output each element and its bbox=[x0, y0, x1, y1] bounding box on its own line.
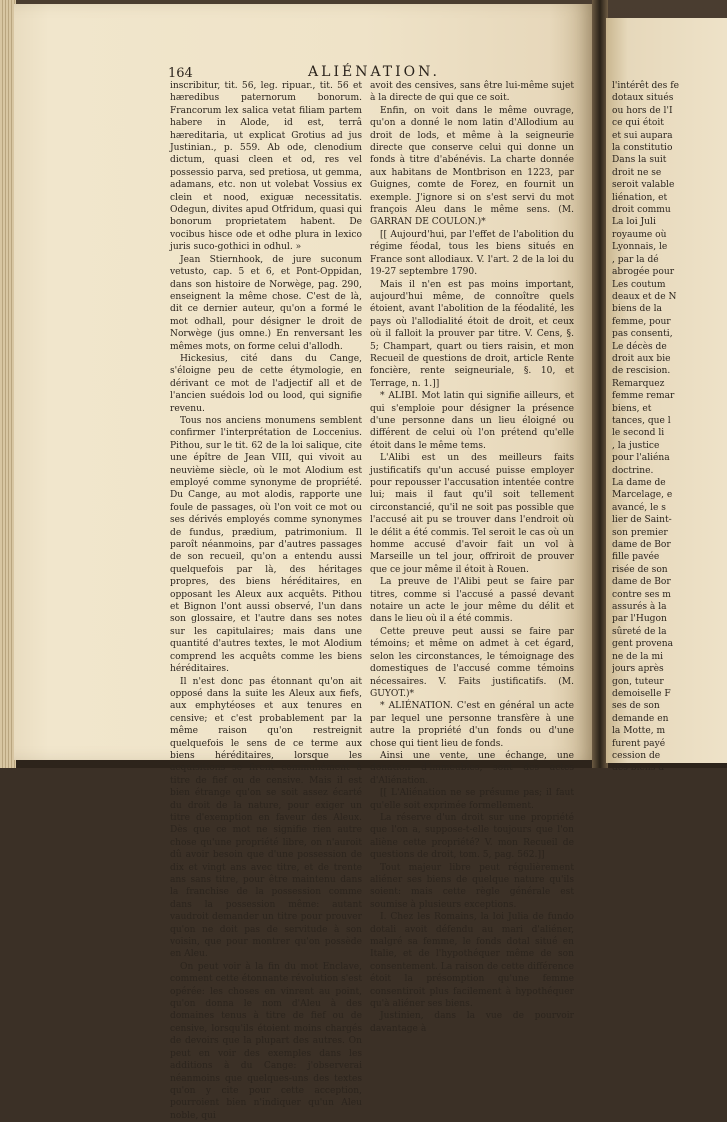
facing-page-line: et sui aupara bbox=[612, 130, 673, 141]
facing-page-line: ou hors de l'I bbox=[612, 105, 673, 116]
paragraph: Ainsi une vente, une échange, une donation d'immeubles, sont des actes d'Aliénation. bbox=[370, 750, 574, 786]
facing-page-line: Les coutum bbox=[612, 279, 666, 290]
facing-page-line: seroit valable bbox=[612, 180, 675, 191]
paragraph: Jean Stiernhook, de jure suconum vetusto, cap. 5 et 6, et Pont-Oppidan, dans son histoire de Norwège, pag. 290, enseignent la même chose. C'est de là, dit ce dernier auteur, qu'on a formé le mot odhall, pour désigner le droit de Norwège (jus omne.) En renversant les mêmes mots, on forme celui d'allodh. bbox=[170, 254, 362, 352]
facing-page-line: par l'Hugon bbox=[612, 614, 667, 625]
facing-page-line: , par la dé bbox=[612, 254, 659, 265]
facing-page-line: la Motte, m bbox=[612, 726, 666, 737]
facing-page-line: droit commu bbox=[612, 205, 671, 216]
page-number: 164 bbox=[168, 66, 193, 81]
facing-page-line: pour l'aliéna bbox=[612, 453, 670, 464]
facing-page-line: son premier bbox=[612, 527, 668, 538]
paragraph: Hickesius, cité dans du Cange, s'éloigne peu de cette étymologie, en dérivant ce mot de l'adjectif all et de l'ancien suédois lod ou lood, qui signifie revenu. bbox=[170, 353, 362, 414]
facing-page-line: La loi Juli bbox=[612, 217, 656, 228]
paragraph: * ALIBI. Mot latin qui signifie ailleurs, et qui s'emploie pour désigner la présence d'une personne dans un lieu éloigné ou différent de celui où l'on prétend qu'elle étoit dans le même tems. bbox=[370, 391, 574, 451]
facing-page-line: contre ses m bbox=[612, 589, 671, 600]
facing-page-line: risée de son bbox=[612, 564, 668, 575]
facing-page-line: royaume où bbox=[612, 229, 667, 240]
facing-page-line: lier de Saint- bbox=[612, 515, 672, 526]
facing-page-line: Le décès de bbox=[612, 341, 667, 352]
paragraph: [[ L'Aliénation ne se présume pas; il faut qu'elle soit exprimée formellement. bbox=[370, 788, 574, 811]
paragraph: Justinien, dans la vue de pourvoir davantage à bbox=[370, 1011, 574, 1034]
facing-page-line: des biens d bbox=[612, 763, 665, 774]
paragraph: La réserve d'un droit sur une propriété que l'on a, suppose-t-elle toujours que l'on aliène cette propriété? V. mon Recueil de questions de droit, tom. 5, pag. 562.]] bbox=[370, 812, 574, 861]
facing-page-line: Marcelage, e bbox=[612, 490, 673, 501]
facing-page-line: femme remar bbox=[612, 391, 675, 402]
facing-page-line: sûreté de la bbox=[612, 626, 667, 637]
paragraph: Mais il n'en est pas moins important, aujourd'hui même, de connoître quels étoient, avant l'abolition de la féodalité, les pays où l'allodialité étoit de droit, et ceux où il falloit la prouver par titre. V. Cens, §. 5; Champart, quart ou tiers raisin, et mon Recueil de questions de droit, article Rente foncière, rente seigneuriale, §. 10, et Terrage, n. 1.]] bbox=[370, 279, 574, 389]
facing-page-text bbox=[612, 80, 724, 775]
facing-page-line: droit ne se bbox=[612, 167, 662, 178]
paragraph: [[ Aujourd'hui, par l'effet de l'abolition du régime féodal, tous les biens situés en France sont allodiaux. V. l'art. 2 de la loi du 19-27 septembre 1790. bbox=[370, 229, 574, 278]
paragraph: Tout majeur libre peut régulièrement aliéner ses biens de quelque nature qu'ils soient: mais cette règle générale est soumise à plusieurs exceptions. bbox=[370, 862, 574, 910]
facing-page-line: La dame de bbox=[612, 478, 666, 488]
paragraph: Cette preuve peut aussi se faire par témoins; et même on admet à cet égard, selon les circonstances, le témoignage des domestiques de l'accusé comme témoins nécessaires. V. Faits justificatifs. (M. GUYOT.)* bbox=[370, 626, 574, 699]
facing-page-line: ses de son bbox=[612, 701, 660, 712]
facing-page-line: gon, tuteur bbox=[612, 676, 664, 687]
paragraph: Tous nos anciens monumens semblent confirmer l'interprétation de Loccenius. Pithou, sur le tit. 62 de la loi salique, cite une épître de Jean VIII, qui vivoit au neuvième siècle, où le mot Alodium est employé comme synonyme de propriété. Du Cange, au mot alodis, rapporte une foule de passages, où l'on voit ce mot ou ses dérivés employés comme synonymes de fundus, prædium, patrimonium. Il paroît néanmoins, par d'autres passages de son recueil, qu'on a entendu aussi quelquefois par là, des héritages propres, des biens héréditaires, en opposant les Aleux aux acquêts. Pithou et Bignon l'ont aussi observé, l'un dans son glossaire, et l'autre dans ses notes sur les capitulaires; mais dans une quantité d'autres textes, le mot Alodium comprend les acquêts comme les biens héréditaires. bbox=[170, 415, 362, 675]
facing-page-line: deaux et de N bbox=[612, 291, 677, 302]
paragraph: La preuve de l'Alibi peut se faire par titres, comme si l'accusé a passé devant notaire un acte le jour même du délit et dans le lieu où il a été commis. bbox=[370, 577, 574, 625]
facing-page-line: assurés à la bbox=[612, 602, 667, 613]
facing-page-line: l'intérêt des fe bbox=[612, 81, 679, 91]
facing-page-line: demoiselle F bbox=[612, 688, 671, 699]
right-text-column bbox=[370, 80, 574, 1035]
facing-page-line: femme, pour bbox=[612, 316, 671, 327]
facing-page-line: biens de la bbox=[612, 304, 662, 315]
facing-page-line: cession de bbox=[612, 750, 661, 761]
facing-page-line: dotaux situés bbox=[612, 93, 674, 104]
facing-page-line: dame de Bor bbox=[612, 540, 671, 551]
facing-page-line: abrogée pour bbox=[612, 267, 675, 278]
paragraph: inscribitur, tit. 56, leg. ripuar., tit. 56 et hæredibus paternorum bonorum. Francorum lex salica vetat filiam partem habere in Alode, id est, terrâ hæreditaria, ut explicat Grotius ad jus Justinian., p. 559. Ab ode, clenodium dictum, quasi cleen et od, res vel possessio parva, sed pretiosa, ut gemma, adamans, etc. non ut volebat Vossius ex clein et nood, exiguæ necessitatis. Odegun, divites apud Otfridum, quasi qui bonorum proprietatem habent. De vocibus hisce ode et odhe plura in lexico juris suco-gothici in odhul. » bbox=[170, 81, 362, 253]
paragraph: L'Alibi est un des meilleurs faits justificatifs qu'un accusé puisse employer pour repousser l'accusation intentée contre lui; mais il faut qu'il soit tellement circonstancié, qu'il ne soit pas possible que l'accusé ait pu se trouver dans l'endroit où le délit a été commis. Tel seroit le cas où un homme accusé d'avoir fait un vol à Marseille un tel jour, offriroit de prouver que ce jour même il étoit à Rouen. bbox=[370, 453, 574, 575]
left-text-column bbox=[170, 80, 362, 1122]
facing-page-line: dame de Bor bbox=[612, 577, 671, 588]
facing-page-line: la constitutio bbox=[612, 143, 673, 154]
paragraph: Enfin, on voit dans le même ouvrage, qu'on a donné le nom latin d'Allodium au droit de lods, et même à la seigneurie directe que conserve celui qui donne un fonds à titre d'abénévis. La charte donnée aux habitans de Montbrison en 1223, par Guignes, comte de Forez, en fournit un exemple. J'ignore si on s'est servi du mot françois Aleu dans le même sens. (M. GARRAN DE COULON.)* bbox=[370, 105, 574, 228]
facing-page-line: gent provena bbox=[612, 639, 674, 650]
facing-page-line: ne de la mi bbox=[612, 651, 663, 662]
paragraph: Il n'est donc pas étonnant qu'on ait opposé dans la suite les Aleux aux fiefs, aux emphytéoses et aux tenures en censive; et c'est probablement par la même raison qu'on restreignit quelquefois le sens de ce terme aux biens héréditaires, lorsque les acquisitions se firent communément à titre de fief ou de censive. Mais il est bien étrange qu'on se soit assez écarté du droit de la nature, pour exiger un titre d'exemption en faveur des Aleux. Dès que ce mot ne signifie rien autre chose qu'une propriété libre, on n'auroit dû avoir besoin que d'une possession de dix et vingt ans avec titre, et de trente ans sans titre, pour être maintenu dans la franchise de la possession comme dans la possession même: autant vaudroit demander un titre pour prouver qu'on ne doit pas de servitude à son voisin, que pour montrer qu'on possède en Aleu. bbox=[170, 676, 362, 960]
facing-page-line: biens, et bbox=[612, 403, 652, 414]
facing-page-line: liénation, et bbox=[612, 192, 668, 203]
facing-page-line: doctrine. bbox=[612, 465, 654, 476]
facing-page-line: Lyonnais, le bbox=[612, 242, 668, 253]
facing-page-line: tances, que l bbox=[612, 415, 671, 426]
facing-page-line: Remarquez bbox=[612, 378, 665, 389]
facing-page-line: , la justice bbox=[612, 440, 660, 451]
paragraph: * ALIÉNATION. C'est en général un acte par lequel une personne transfère à une autre la propriété d'un fonds ou d'une chose qui tient lieu de fonds. bbox=[370, 701, 574, 749]
facing-page-line: Dans la suit bbox=[612, 155, 667, 166]
facing-page-line: furent payé bbox=[612, 738, 666, 749]
paragraph: On peut voir à la fin du mot Enclave, comment cette étonnante révolution s'est opérée: les choses en vinrent au point, qu'on donna le nom d'Aleu à des domaines tenus à titre de fief ou de censive, lorsqu'ils étoient moins chargés de devoirs que la plupart des autres. On peut en voir des exemples dans les additions à du Cange: j'observerai néanmoins que quelques-uns des textes qu'on y cite pour cette acception, pourroient bien n'indiquer qu'un Aleu noble, qui bbox=[170, 961, 362, 1121]
facing-page-line: le second li bbox=[612, 428, 665, 439]
running-title: ALIÉNATION. bbox=[308, 64, 440, 80]
facing-page-line: demande en bbox=[612, 713, 669, 724]
facing-page-line: pas consenti, bbox=[612, 329, 673, 340]
facing-page-line: droit aux bie bbox=[612, 353, 671, 364]
paragraph: avoit des censives, sans être lui-même sujet à la directe de qui que ce soit. bbox=[370, 81, 574, 104]
facing-page-line: ce qui étoit bbox=[612, 118, 664, 129]
facing-page-line: de rescision. bbox=[612, 366, 671, 377]
facing-page-line: fille pavée bbox=[612, 552, 660, 563]
facing-page-line: avancé, le s bbox=[612, 502, 666, 513]
paragraph: I. Chez les Romains, la loi Julia de fundo dotali avoit défendu au mari d'aliéner, malgré sa femme, le fonds dotal situé en Italie, et de l'hypothéquer même de son consentement. La raison de cette différence étoit la présomption qu'une femme consentiroit plus facilement à hypothéquer qu'à aliéner ses biens. bbox=[370, 912, 574, 1010]
facing-page-line: jours après bbox=[612, 664, 664, 675]
